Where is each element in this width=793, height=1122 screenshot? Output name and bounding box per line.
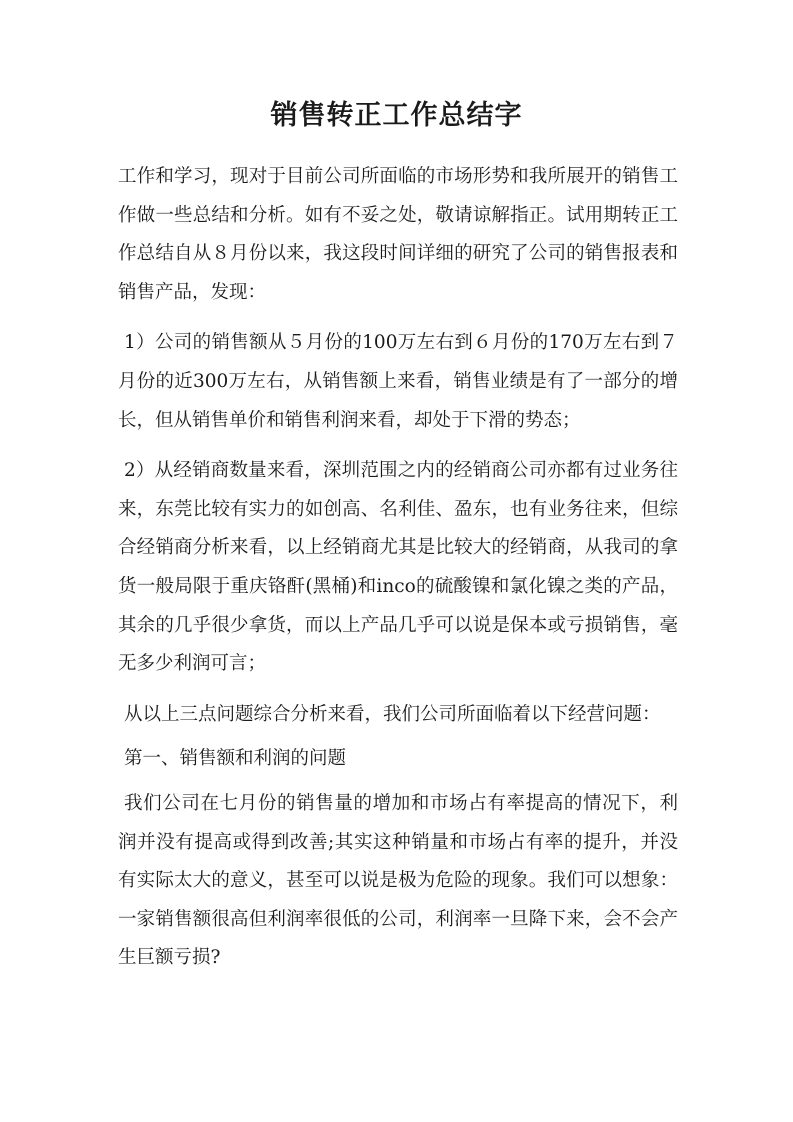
paragraph-point-1: 1）公司的销售额从５月份的100万左右到６月份的170万左右到７月份的近300万左右，从销售额上来看，销售业绩是有了一部分的增长，但从销售单价和销售利润来看，却处于下滑的势态；: [118, 332, 678, 431]
paragraph-intro: 工作和学习，现对于目前公司所面临的市场形势和我所展开的销售工作做一些总结和分析。如有不妥之处，敬请谅解指正。试用期转正工作总结自从８月份以来，我这段时间详细的研究了公司的销售报表和销售产品，发现：: [118, 166, 678, 303]
paragraph-summary: 从以上三点问题综合分析来看，我们公司所面临着以下经营问题：: [124, 703, 661, 725]
document-body: [118, 158, 678, 990]
section-heading-sales-profit: 第一、销售额和利润的问题: [124, 748, 347, 770]
paragraph-sales-profit: 我们公司在七月份的销售量的增加和市场占有率提高的情况下，利润并没有提高或得到改善;其实这种销量和市场占有率的提升，并没有实际太大的意义，甚至可以说是极为危险的现象。我们可以想象：一家销售额很高但利润率很低的公司，利润率一旦降下来，会不会产生巨额亏损?: [118, 792, 678, 969]
paragraph-point-2: 2）从经销商数量来看，深圳范围之内的经销商公司亦都有过业务往来，东莞比较有实力的如创高、名利佳、盈东，也有业务往来，但综合经销商分析来看，以上经销商尤其是比较大的经销商，从我司的拿货一般局限于重庆铬酐(黑桶)和inco的硫酸镍和氯化镍之类的产品，其余的几乎很少拿货，而以上产品几乎可以说是保本或亏损销售，毫无多少利润可言；: [118, 460, 678, 675]
document-title: 销售转正工作总结字: [270, 100, 523, 131]
